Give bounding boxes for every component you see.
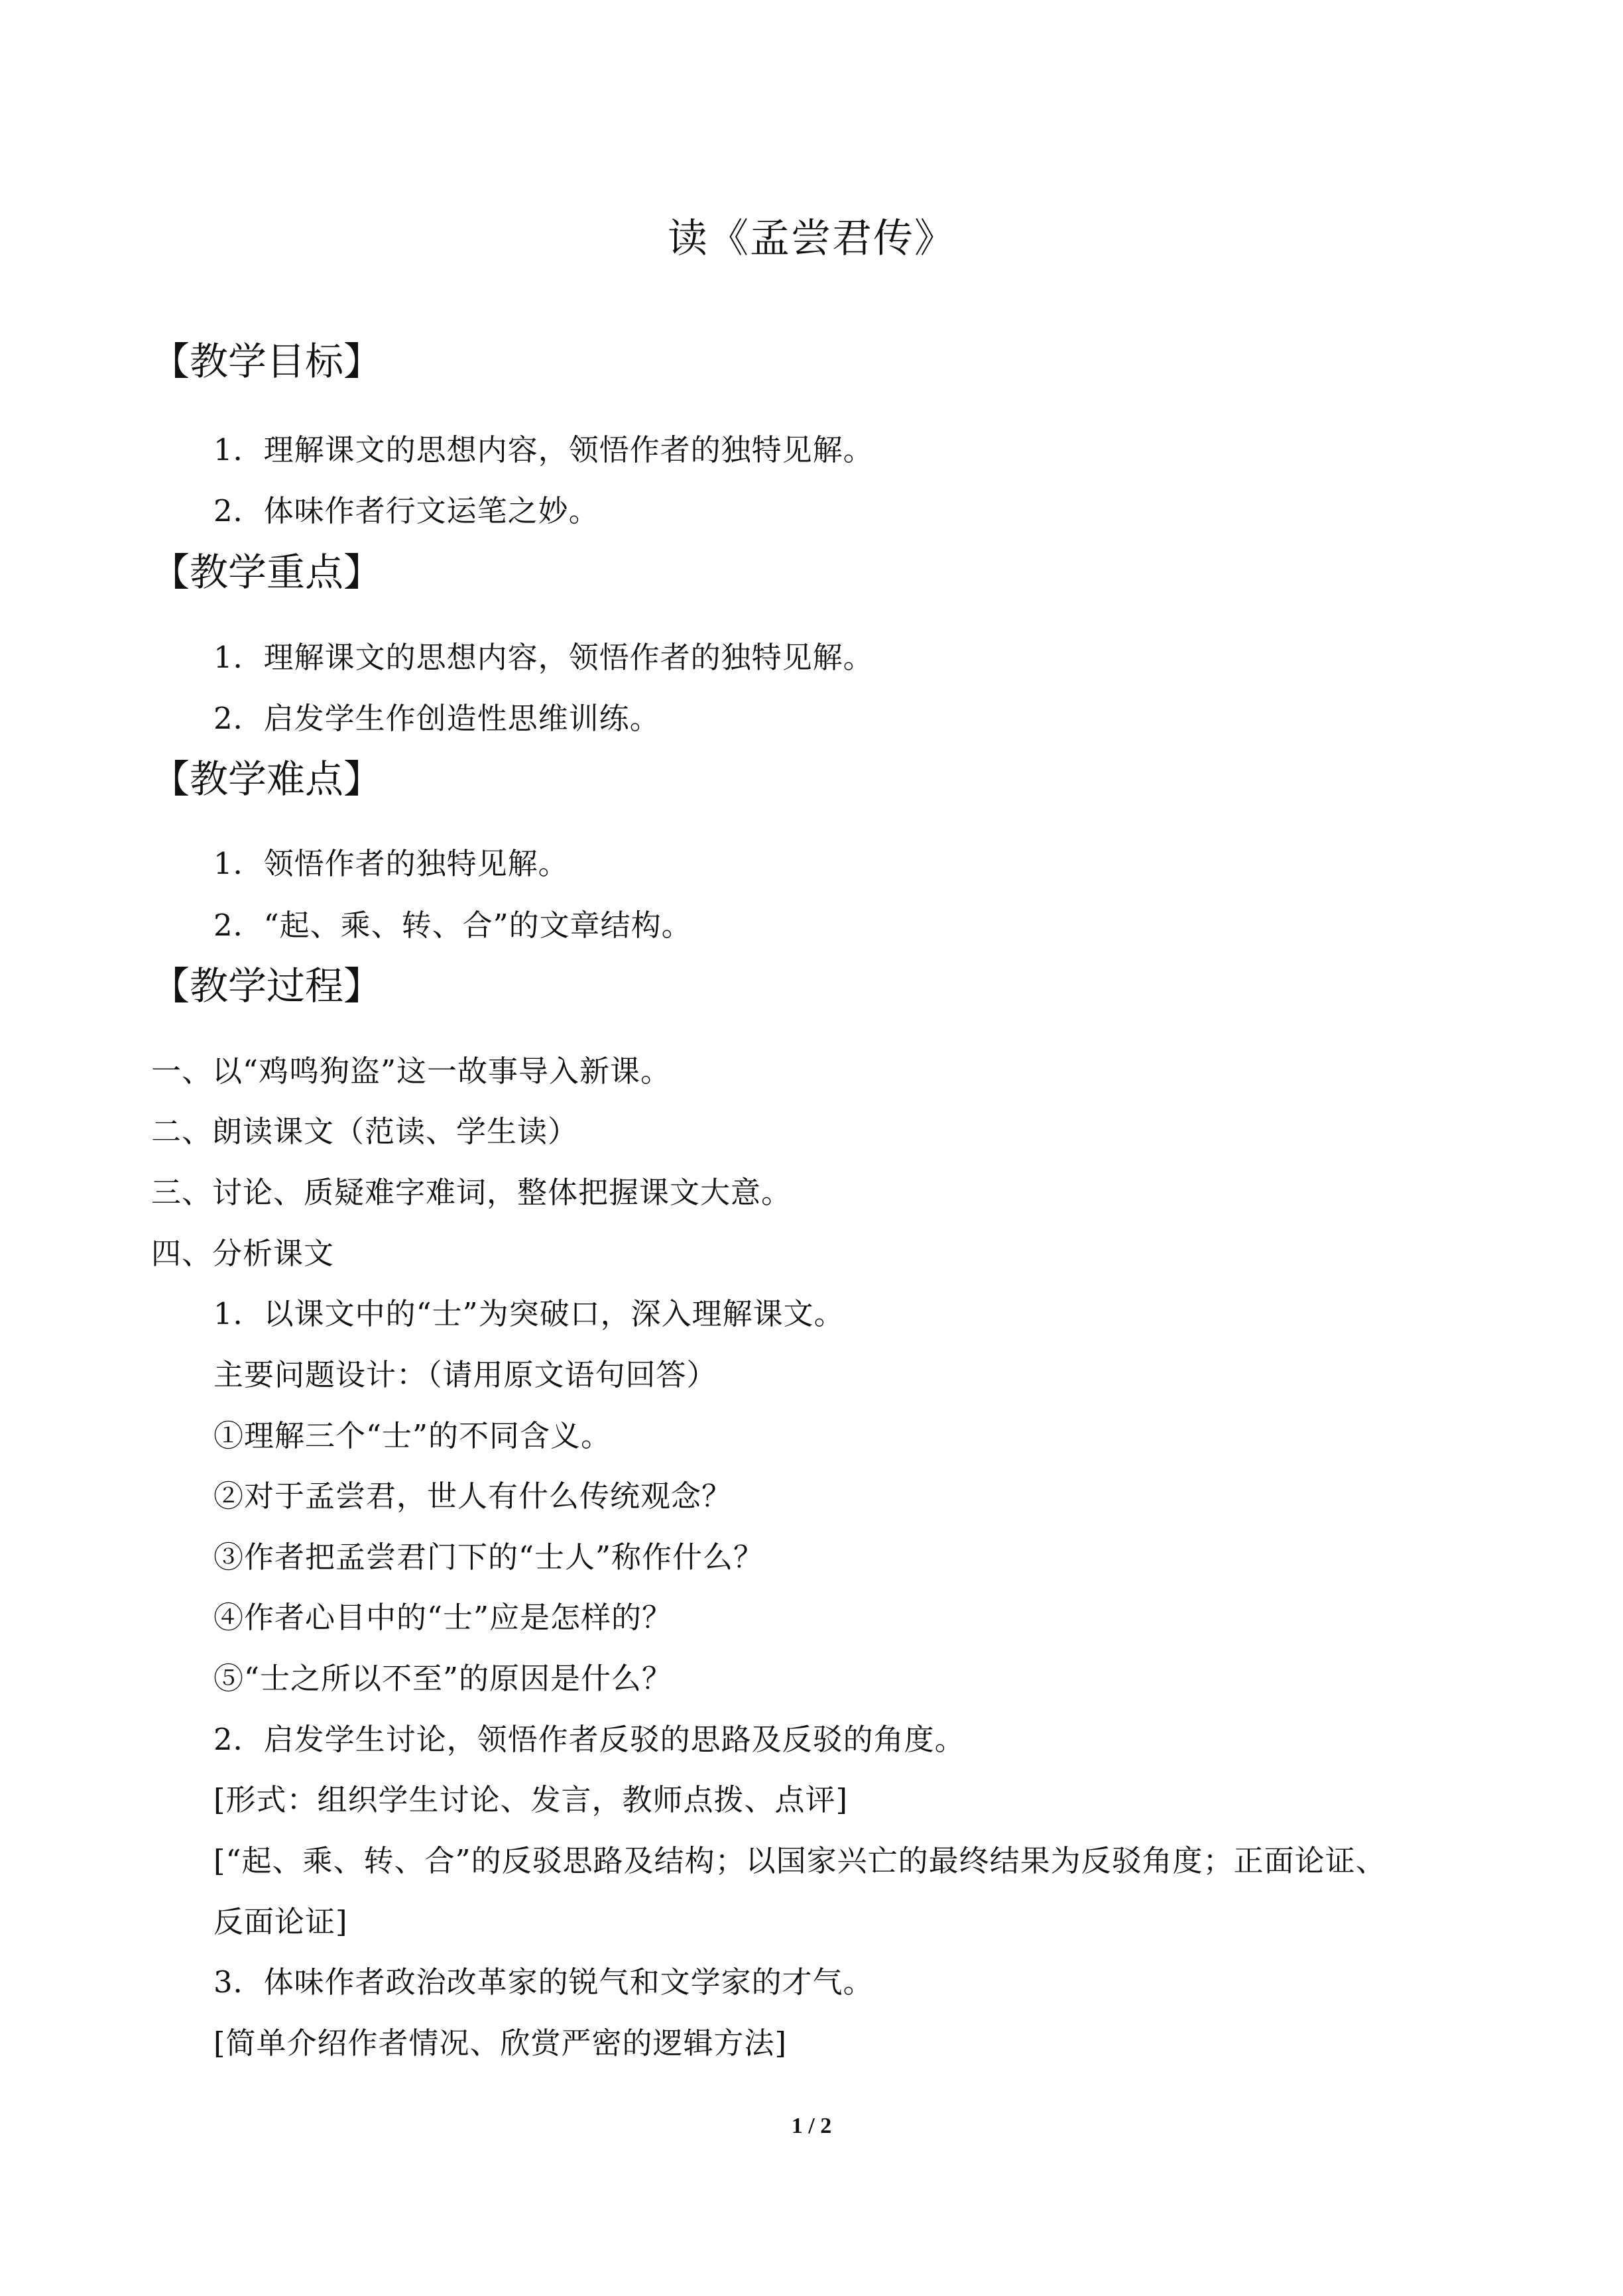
question-item: ④作者心目中的“士”应是怎样的？ [213,1600,673,1635]
question-item: ⑤“士之所以不至”的原因是什么？ [213,1661,673,1696]
process-subitem: 主要问题设计：（请用原文语句回答） [213,1357,717,1392]
bracket-note: [形式：组织学生讨论、发言，教师点拨、点评] [213,1782,849,1817]
difficulty-item: 2．“起、乘、转、合”的文章结构。 [213,908,692,943]
section-heading-process: 【教学过程】 [151,963,383,1008]
process-step: 三、讨论、质疑难字难词，整体把握课文大意。 [151,1175,792,1210]
process-subitem: 3．体味作者政治改革家的锐气和文学家的才气。 [213,1964,874,2000]
bracket-note-continued: 反面论证] [213,1904,348,1939]
process-step: 一、以“鸡鸣狗盗”这一故事导入新课。 [151,1054,672,1089]
question-item: ③作者把孟尝君门下的“士人”称作什么？ [213,1540,764,1575]
section-heading-objectives: 【教学目标】 [151,339,383,384]
question-item: ①理解三个“士”的不同含义。 [213,1418,612,1453]
process-step: 四、分析课文 [151,1236,335,1271]
objective-item: 2．体味作者行文运笔之妙。 [213,493,599,528]
page-number: 1 / 2 [791,2114,832,2138]
section-heading-key-points: 【教学重点】 [151,550,383,595]
process-step: 二、朗读课文（范读、学生读） [151,1114,579,1149]
difficulty-item: 1．领悟作者的独特见解。 [213,846,569,881]
bracket-note: [简单介绍作者情况、欣赏严密的逻辑方法] [213,2025,788,2061]
bracket-note: [“起、乘、转、合”的反驳思路及结构；以国家兴亡的最终结果为反驳角度；正面论证、 [213,1843,1386,1878]
process-subitem: 1．以课文中的“士”为突破口，深入理解课文。 [213,1296,845,1331]
key-point-item: 1．理解课文的思想内容，领悟作者的独特见解。 [213,640,874,675]
objective-item: 1．理解课文的思想内容，领悟作者的独特见解。 [213,432,874,467]
process-subitem: 2．启发学生讨论，领悟作者反驳的思路及反驳的角度。 [213,1722,965,1757]
page-title: 读《孟尝君传》 [668,215,955,262]
section-heading-difficulties: 【教学难点】 [151,756,383,802]
question-item: ②对于孟尝君，世人有什么传统观念？ [213,1479,733,1514]
key-point-item: 2．启发学生作创造性思维训练。 [213,701,660,736]
